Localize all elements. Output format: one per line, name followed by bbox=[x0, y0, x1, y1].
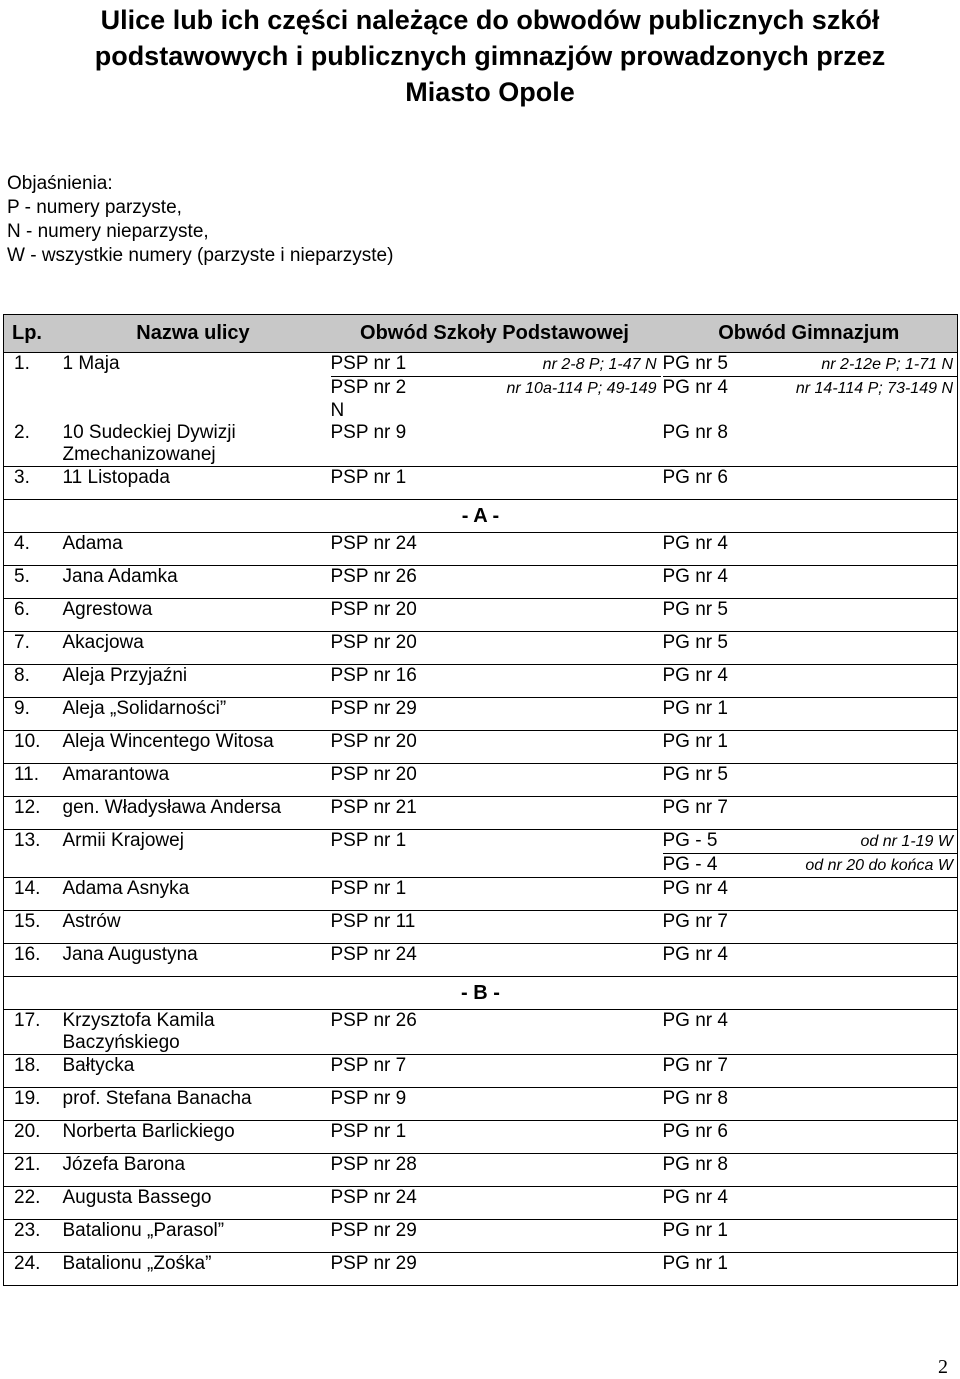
row-number: 11. bbox=[4, 764, 58, 797]
assignment-line bbox=[663, 599, 958, 621]
school-name: PG nr 6 bbox=[662, 467, 728, 488]
assignment-line bbox=[663, 944, 958, 966]
primary-school-cell bbox=[329, 731, 661, 764]
row-number: 16. bbox=[4, 944, 58, 977]
school-name: PG nr 5 bbox=[662, 599, 728, 620]
street-name: Aleja Wincentego Witosa bbox=[58, 731, 329, 764]
street-name: Adama Asnyka bbox=[58, 878, 329, 911]
gymnasium-cell bbox=[661, 1220, 958, 1253]
number-range-note: od nr 1-19 W bbox=[860, 833, 953, 850]
assignment-line bbox=[663, 467, 958, 489]
section-letter: - B - bbox=[4, 977, 958, 1010]
section-letter: - A - bbox=[4, 500, 958, 533]
row-number: 22. bbox=[4, 1187, 58, 1220]
row-number: 4. bbox=[4, 533, 58, 566]
assignment-line bbox=[663, 566, 958, 588]
row-number: 14. bbox=[4, 878, 58, 911]
gymnasium-cell bbox=[661, 1010, 958, 1055]
assignment-line bbox=[331, 1187, 661, 1209]
title-line: Ulice lub ich części należące do obwodów publicznych szkół bbox=[100, 5, 880, 35]
school-name: PSP nr 29 bbox=[330, 1253, 417, 1274]
assignment-line bbox=[663, 377, 958, 400]
street-name: Amarantowa bbox=[58, 764, 329, 797]
row-number: 10. bbox=[4, 731, 58, 764]
primary-school-cell bbox=[329, 944, 661, 977]
primary-school-cell bbox=[329, 1055, 661, 1088]
gymnasium-cell bbox=[661, 1121, 958, 1154]
table-row bbox=[4, 533, 958, 566]
school-name: PG nr 4 bbox=[662, 377, 728, 398]
row-number: 21. bbox=[4, 1154, 58, 1187]
school-name: PG nr 4 bbox=[662, 1187, 728, 1208]
street-name: Krzysztofa Kamila Baczyńskiego bbox=[58, 1010, 329, 1055]
school-name: PSP nr 24 bbox=[330, 1187, 417, 1208]
school-name: PSP nr 20 bbox=[330, 731, 417, 752]
school-name: PSP nr 29 bbox=[330, 698, 417, 719]
title-line: podstawowych i publicznych gimnazjów prowadzonych przez bbox=[94, 41, 886, 71]
primary-school-cell bbox=[329, 797, 661, 830]
school-name: PSP nr 1 bbox=[330, 878, 407, 899]
assignment-line bbox=[663, 422, 958, 444]
assignment-line bbox=[663, 854, 958, 877]
gymnasium-cell bbox=[661, 467, 958, 500]
gymnasium-cell bbox=[661, 1088, 958, 1121]
gymnasium-cell bbox=[661, 665, 958, 698]
school-name: PG nr 5 bbox=[662, 764, 728, 785]
legend-line: W - wszystkie numery (parzyste i nieparzyste) bbox=[7, 245, 394, 266]
school-name: PSP nr 2 bbox=[330, 377, 407, 398]
street-name: Armii Krajowej bbox=[58, 830, 329, 878]
legend bbox=[7, 172, 393, 268]
assignment-line bbox=[663, 1121, 958, 1143]
gymnasium-cell bbox=[661, 422, 958, 467]
table-row bbox=[4, 731, 958, 764]
school-name: PG - 4 bbox=[662, 854, 718, 875]
primary-school-cell bbox=[329, 353, 661, 423]
primary-school-cell bbox=[329, 878, 661, 911]
school-name: PSP nr 1 bbox=[330, 830, 407, 851]
assignment-line bbox=[331, 878, 661, 900]
street-name: gen. Władysława Andersa bbox=[58, 797, 329, 830]
assignment-line bbox=[331, 911, 661, 933]
number-range-note: od nr 20 do końca W bbox=[805, 857, 953, 874]
gymnasium-cell bbox=[661, 764, 958, 797]
assignment-line bbox=[663, 698, 958, 720]
assignment-line bbox=[663, 1187, 958, 1209]
gymnasium-cell bbox=[661, 1253, 958, 1286]
school-name: PSP nr 26 bbox=[330, 1010, 417, 1031]
school-name: PSP nr 16 bbox=[330, 665, 417, 686]
gymnasium-cell bbox=[661, 566, 958, 599]
table-row bbox=[4, 1253, 958, 1286]
title-line: Miasto Opole bbox=[405, 77, 575, 107]
gymnasium-cell bbox=[661, 731, 958, 764]
assignment-line bbox=[663, 830, 958, 854]
table-row bbox=[4, 764, 958, 797]
legend-line: P - numery parzyste, bbox=[7, 197, 182, 218]
row-number: 18. bbox=[4, 1055, 58, 1088]
row-number: 20. bbox=[4, 1121, 58, 1154]
number-range-note: nr 2-8 P; 1-47 N bbox=[542, 356, 657, 373]
row-number: 13. bbox=[4, 830, 58, 878]
table-row bbox=[4, 878, 958, 911]
assignment-line bbox=[331, 665, 661, 687]
gymnasium-cell bbox=[661, 911, 958, 944]
primary-school-cell bbox=[329, 467, 661, 500]
school-name: PSP nr 20 bbox=[330, 632, 417, 653]
street-name: 1 Maja bbox=[62, 353, 120, 374]
school-name: PG nr 1 bbox=[662, 1220, 728, 1241]
street-name: Józefa Barona bbox=[58, 1154, 329, 1187]
number-range-note: nr 10a-114 P; 49-149 bbox=[506, 380, 657, 397]
primary-school-cell bbox=[329, 1088, 661, 1121]
school-name: PG nr 1 bbox=[662, 731, 728, 752]
header-gymnasium: Obwód Gimnazjum bbox=[661, 315, 958, 353]
table-row bbox=[4, 353, 958, 423]
number-range-note: nr 2-12e P; 1-71 N bbox=[821, 356, 953, 373]
assignment-line bbox=[331, 353, 661, 377]
table-row bbox=[4, 566, 958, 599]
table-row bbox=[4, 1121, 958, 1154]
table-row bbox=[4, 1088, 958, 1121]
assignment-line bbox=[331, 422, 661, 444]
assignment-line bbox=[331, 830, 661, 852]
assignment-line bbox=[331, 1220, 661, 1242]
assignment-line bbox=[331, 566, 661, 588]
assignment-line bbox=[331, 1088, 661, 1110]
school-name: PSP nr 1 bbox=[330, 467, 407, 488]
row-number: 19. bbox=[4, 1088, 58, 1121]
school-name: PG nr 1 bbox=[662, 698, 728, 719]
school-name: PG nr 4 bbox=[662, 878, 728, 899]
assignment-line bbox=[331, 1253, 661, 1275]
street-name: Batalionu „Zośka” bbox=[58, 1253, 329, 1286]
gymnasium-cell bbox=[661, 698, 958, 731]
assignment-line bbox=[331, 467, 661, 489]
row-number: 23. bbox=[4, 1220, 58, 1253]
school-name: PG nr 7 bbox=[662, 797, 728, 818]
street-name: Jana Adamka bbox=[58, 566, 329, 599]
assignment-line bbox=[663, 1253, 958, 1275]
assignment-line bbox=[663, 632, 958, 654]
street-name: Bałtycka bbox=[58, 1055, 329, 1088]
street-name: Augusta Bassego bbox=[58, 1187, 329, 1220]
primary-school-cell bbox=[329, 665, 661, 698]
primary-school-cell bbox=[329, 1010, 661, 1055]
table-row bbox=[4, 1055, 958, 1088]
primary-school-cell bbox=[329, 911, 661, 944]
school-name: PG nr 1 bbox=[662, 1253, 728, 1274]
school-name: PSP nr 28 bbox=[330, 1154, 417, 1175]
school-name: PG nr 8 bbox=[662, 1088, 728, 1109]
table-row bbox=[4, 1220, 958, 1253]
school-name: PSP nr 26 bbox=[330, 566, 417, 587]
table-row bbox=[4, 830, 958, 878]
section-separator bbox=[4, 977, 958, 1010]
page-title bbox=[50, 2, 930, 110]
assignment-line bbox=[663, 731, 958, 753]
school-name: PSP nr 24 bbox=[330, 533, 417, 554]
school-name: PG nr 8 bbox=[662, 1154, 728, 1175]
school-name: PG nr 8 bbox=[662, 422, 728, 443]
table-row bbox=[4, 944, 958, 977]
street-name: Aleja „Solidarności” bbox=[58, 698, 329, 731]
school-name: PSP nr 1 bbox=[330, 1121, 407, 1142]
school-name: PG nr 5 bbox=[662, 632, 728, 653]
table-row bbox=[4, 1010, 958, 1055]
gymnasium-cell bbox=[661, 632, 958, 665]
primary-school-cell bbox=[329, 566, 661, 599]
street-name: Akacjowa bbox=[58, 632, 329, 665]
gymnasium-cell bbox=[661, 353, 958, 423]
street-name: Adama bbox=[58, 533, 329, 566]
school-name: PG nr 4 bbox=[662, 944, 728, 965]
section-separator bbox=[4, 500, 958, 533]
assignment-line bbox=[663, 353, 958, 377]
street-name: prof. Stefana Banacha bbox=[58, 1088, 329, 1121]
school-name: PG nr 4 bbox=[662, 533, 728, 554]
primary-school-cell bbox=[329, 1220, 661, 1253]
row-number: 2. bbox=[4, 422, 58, 467]
assignment-line bbox=[331, 377, 661, 400]
table-row bbox=[4, 467, 958, 500]
street-name: Agrestowa bbox=[58, 599, 329, 632]
assignment-line bbox=[331, 1154, 661, 1176]
street-name: Batalionu „Parasol” bbox=[58, 1220, 329, 1253]
streets-table bbox=[3, 314, 958, 1286]
school-name: PSP nr 24 bbox=[330, 944, 417, 965]
assignment-line bbox=[331, 698, 661, 720]
assignment-line bbox=[663, 1154, 958, 1176]
primary-school-cell bbox=[329, 533, 661, 566]
gymnasium-cell bbox=[661, 797, 958, 830]
school-name: PG nr 4 bbox=[662, 1010, 728, 1031]
school-name: PG nr 7 bbox=[662, 911, 728, 932]
row-number: 9. bbox=[4, 698, 58, 731]
table-row bbox=[4, 632, 958, 665]
primary-school-cell bbox=[329, 632, 661, 665]
assignment-line bbox=[663, 533, 958, 555]
street-name: 10 Sudeckiej Dywizji Zmechanizowanej bbox=[58, 422, 329, 467]
gymnasium-cell bbox=[661, 533, 958, 566]
page-number: 2 bbox=[938, 1356, 948, 1378]
assignment-line bbox=[331, 797, 661, 819]
school-name: PSP nr 20 bbox=[330, 764, 417, 785]
primary-school-cell bbox=[329, 830, 661, 878]
table-header-row bbox=[4, 315, 958, 353]
assignment-line bbox=[331, 731, 661, 753]
gymnasium-cell bbox=[661, 1055, 958, 1088]
table-row bbox=[4, 665, 958, 698]
street-name: Jana Augustyna bbox=[58, 944, 329, 977]
row-number: 24. bbox=[4, 1253, 58, 1286]
school-name: PSP nr 1 bbox=[330, 353, 407, 374]
legend-line: Objaśnienia: bbox=[7, 173, 113, 194]
assignment-line bbox=[331, 632, 661, 654]
school-name: PSP nr 29 bbox=[330, 1220, 417, 1241]
table-row bbox=[4, 1187, 958, 1220]
table-row bbox=[4, 1154, 958, 1187]
header-lp: Lp. bbox=[4, 315, 58, 353]
assignment-line bbox=[331, 1010, 661, 1032]
school-name: PSP nr 11 bbox=[330, 911, 416, 932]
row-number: 5. bbox=[4, 566, 58, 599]
table-row bbox=[4, 911, 958, 944]
primary-school-cell bbox=[329, 422, 661, 467]
row-number: 6. bbox=[4, 599, 58, 632]
street-name: 11 Listopada bbox=[58, 467, 329, 500]
primary-school-cell bbox=[329, 1154, 661, 1187]
row-number: 15. bbox=[4, 911, 58, 944]
street-name: Aleja Przyjaźni bbox=[58, 665, 329, 698]
school-name: PSP nr 20 bbox=[330, 599, 417, 620]
school-name: PSP nr 7 bbox=[330, 1055, 407, 1076]
school-name: PG nr 7 bbox=[662, 1055, 728, 1076]
assignment-line bbox=[331, 1121, 661, 1143]
assignment-line bbox=[331, 533, 661, 555]
primary-school-cell bbox=[329, 599, 661, 632]
assignment-line bbox=[663, 1010, 958, 1032]
primary-school-cell bbox=[329, 1121, 661, 1154]
street-name: Astrów bbox=[58, 911, 329, 944]
school-name: PG - 5 bbox=[662, 830, 718, 851]
header-street: Nazwa ulicy bbox=[58, 315, 329, 353]
primary-school-cell bbox=[329, 698, 661, 731]
school-name: PSP nr 9 bbox=[330, 1088, 407, 1109]
assignment-line bbox=[663, 1055, 958, 1077]
gymnasium-cell bbox=[661, 878, 958, 911]
assignment-line bbox=[663, 797, 958, 819]
gymnasium-cell bbox=[661, 830, 958, 878]
gymnasium-cell bbox=[661, 1187, 958, 1220]
school-name: PSP nr 21 bbox=[330, 797, 417, 818]
assignment-line bbox=[331, 599, 661, 621]
row-number: 12. bbox=[4, 797, 58, 830]
row-number: 7. bbox=[4, 632, 58, 665]
table-body bbox=[4, 353, 958, 1286]
assignment-line bbox=[663, 1220, 958, 1242]
street-name: Norberta Barlickiego bbox=[58, 1121, 329, 1154]
assignment-line bbox=[331, 1055, 661, 1077]
table-row bbox=[4, 698, 958, 731]
school-name: N bbox=[330, 400, 345, 421]
assignment-line bbox=[331, 764, 661, 786]
school-name: PG nr 4 bbox=[662, 566, 728, 587]
table-row bbox=[4, 599, 958, 632]
primary-school-cell bbox=[329, 764, 661, 797]
row-number: 8. bbox=[4, 665, 58, 698]
row-number: 1. bbox=[4, 353, 58, 423]
assignment-line bbox=[663, 665, 958, 687]
row-number: 17. bbox=[4, 1010, 58, 1055]
gymnasium-cell bbox=[661, 599, 958, 632]
assignment-line bbox=[663, 911, 958, 933]
assignment-line bbox=[331, 400, 661, 422]
school-name: PSP nr 9 bbox=[330, 422, 407, 443]
row-number: 3. bbox=[4, 467, 58, 500]
legend-line: N - numery nieparzyste, bbox=[7, 221, 209, 242]
assignment-line bbox=[663, 764, 958, 786]
assignment-line bbox=[663, 1088, 958, 1110]
number-range-note: nr 14-114 P; 73-149 N bbox=[795, 380, 953, 397]
primary-school-cell bbox=[329, 1187, 661, 1220]
gymnasium-cell bbox=[661, 1154, 958, 1187]
assignment-line bbox=[331, 944, 661, 966]
school-name: PG nr 6 bbox=[662, 1121, 728, 1142]
gymnasium-cell bbox=[661, 944, 958, 977]
table-row bbox=[4, 422, 958, 467]
table-row bbox=[4, 797, 958, 830]
school-name: PG nr 5 bbox=[662, 353, 728, 374]
school-name: PG nr 4 bbox=[662, 665, 728, 686]
primary-school-cell bbox=[329, 1253, 661, 1286]
header-primary-school: Obwód Szkoły Podstawowej bbox=[329, 315, 661, 353]
assignment-line bbox=[663, 878, 958, 900]
